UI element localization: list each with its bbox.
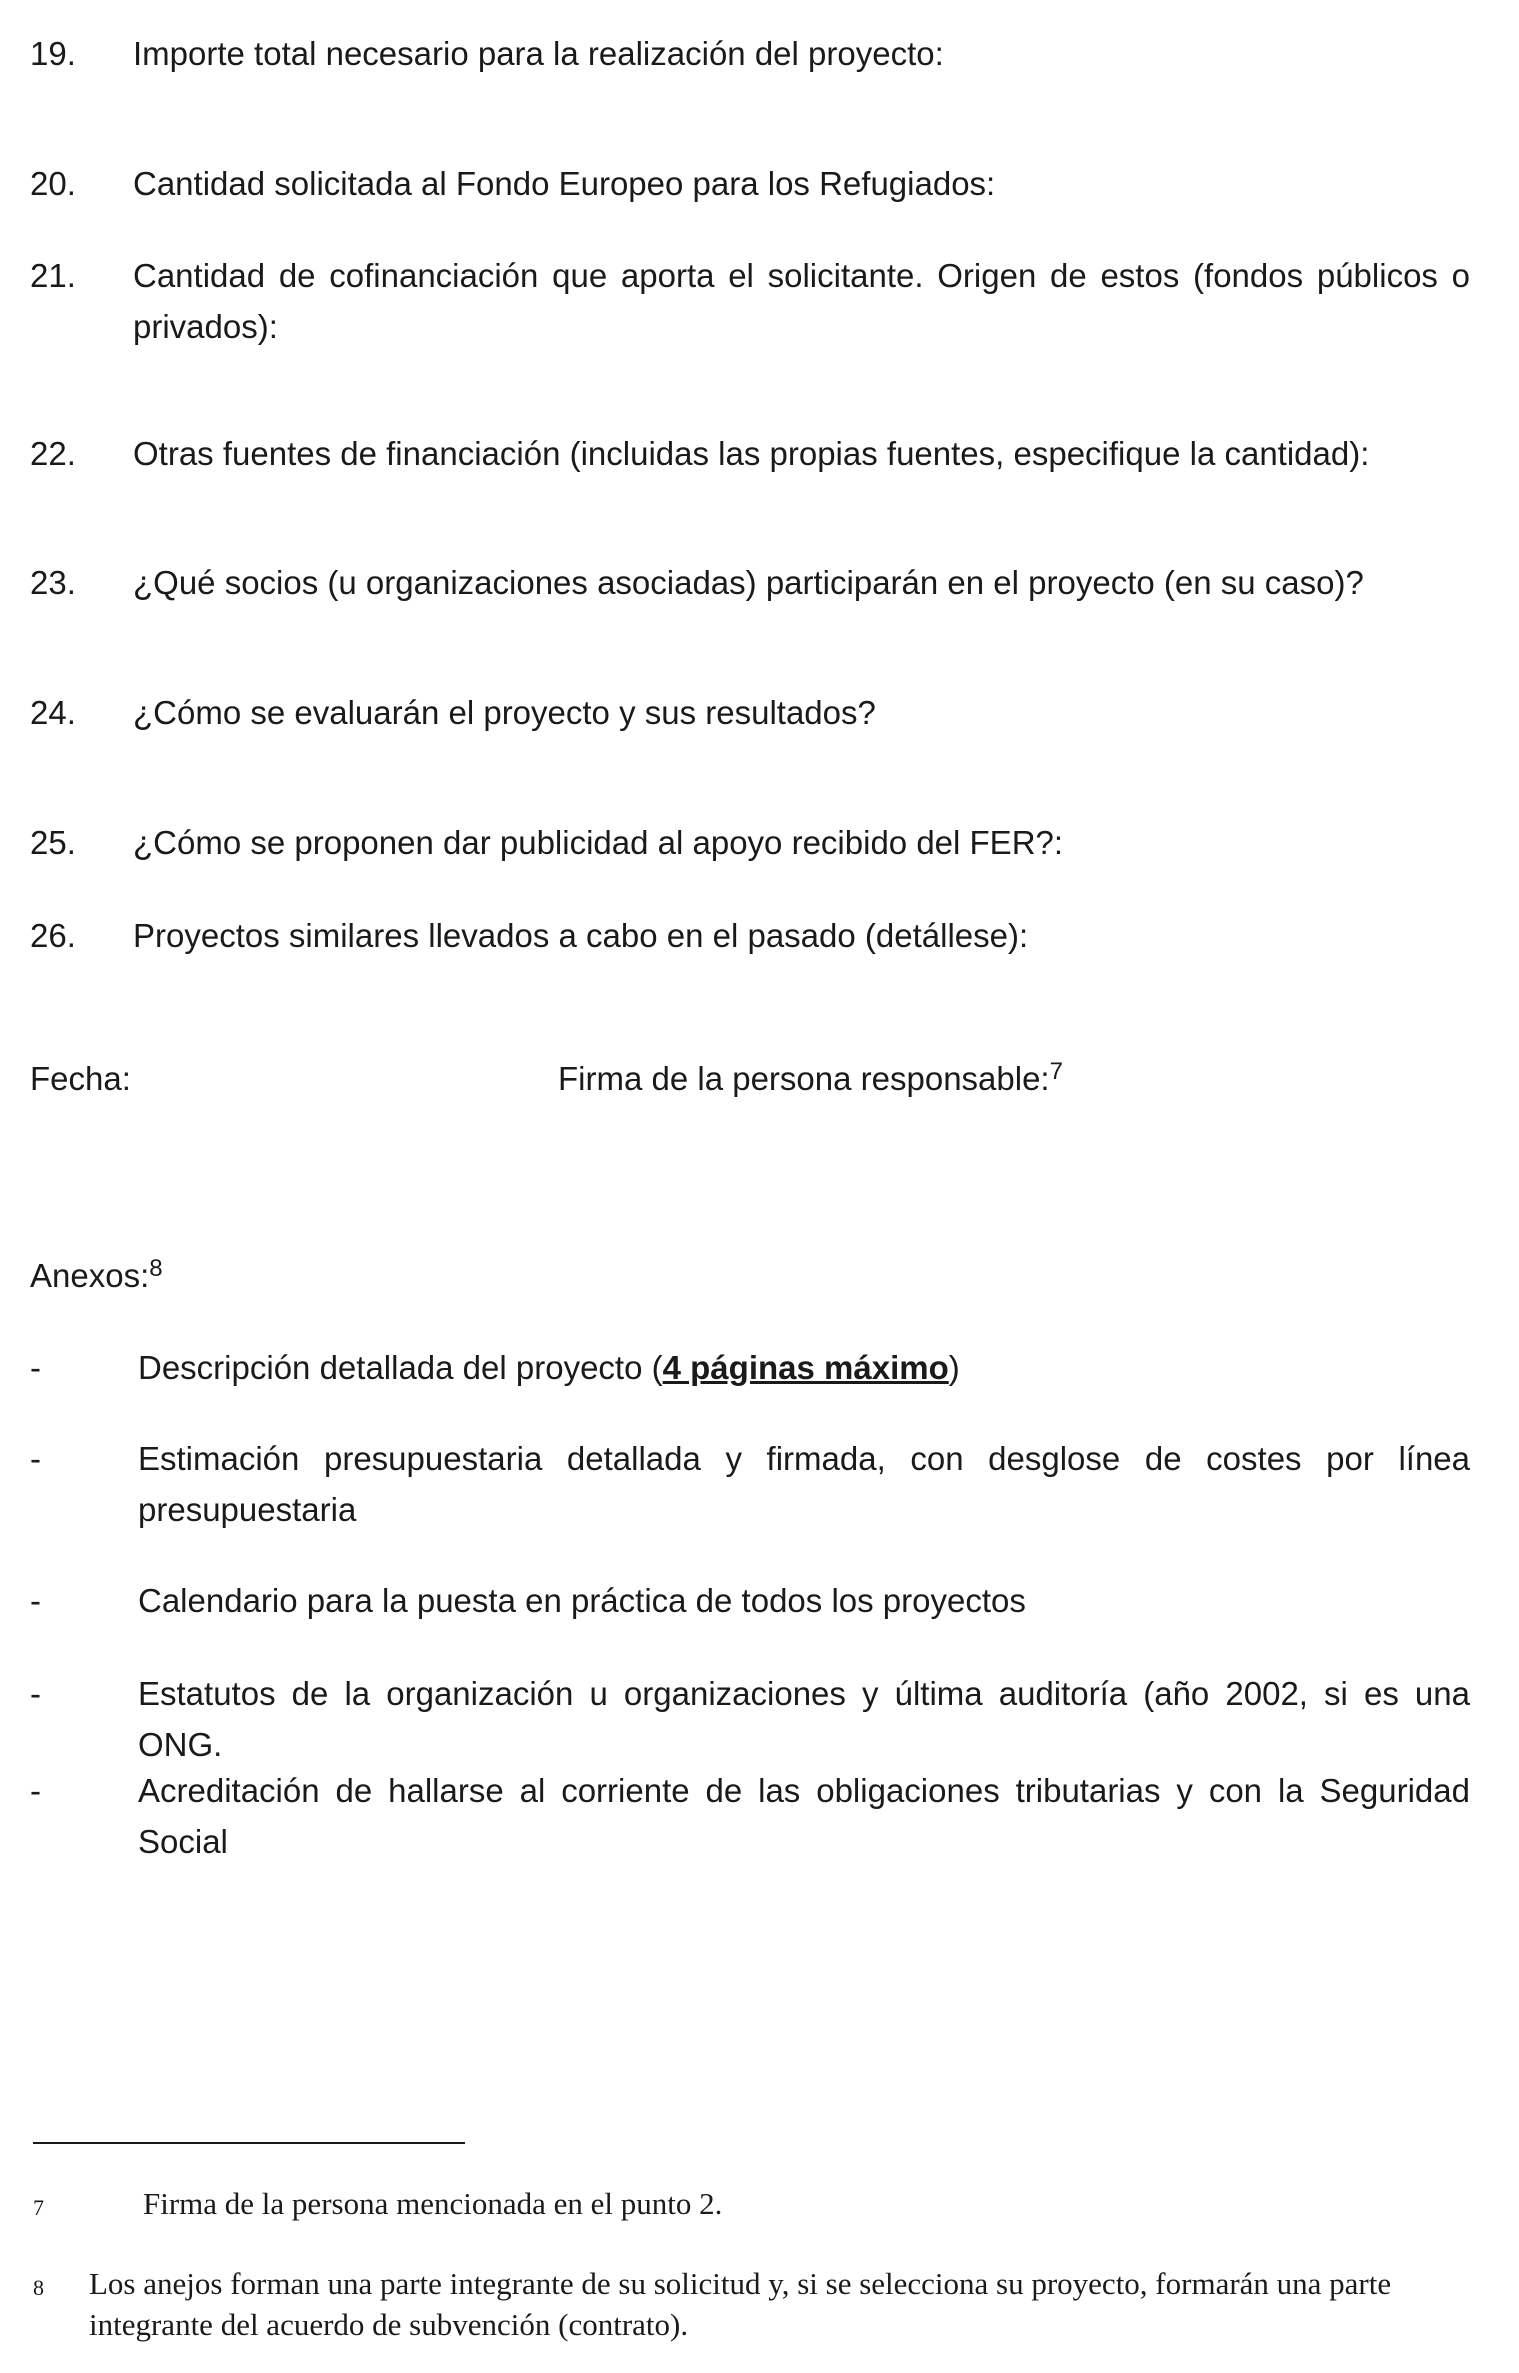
question-24 [30, 687, 1470, 738]
annex-item-text [138, 1342, 1470, 1393]
annexes-heading-text: Anexos: [30, 1257, 150, 1294]
footnote-number: 8 [33, 2275, 44, 2300]
footnote-ref-8: 8 [149, 1255, 163, 1282]
signature-label-group [558, 1053, 1063, 1104]
question-text: ¿Cómo se evaluarán el proyecto y sus resultados? [133, 694, 876, 731]
question-text: Proyectos similares llevados a cabo en el pasado (detállese): [133, 917, 1029, 954]
annex-item [30, 1575, 1470, 1626]
bullet-dash: - [30, 1772, 41, 1809]
question-number: 24. [30, 694, 76, 731]
question-25 [30, 817, 1470, 868]
footnote-number: 7 [33, 2195, 44, 2220]
annex-item-text: Acreditación de hallarse al corriente de las obligaciones tributarias y con la Seguridad Social [138, 1772, 1470, 1860]
question-number: 20. [30, 165, 76, 202]
question-number: 25. [30, 824, 76, 861]
footnote-7 [33, 2183, 1483, 2224]
question-23 [30, 557, 1470, 608]
annex-item [30, 1342, 1470, 1393]
question-text: Importe total necesario para la realización del proyecto: [133, 35, 944, 72]
annex-item-text-end: ) [948, 1349, 960, 1386]
question-26 [30, 910, 1470, 961]
footnote-text: Firma de la persona mencionada en el punto 2. [143, 2186, 723, 2221]
annex-item-text-start: Descripción detallada del proyecto ( [138, 1349, 663, 1386]
annex-item [30, 1668, 1470, 1770]
footnote-separator [33, 2142, 465, 2144]
annexes-heading [30, 1250, 163, 1301]
annex-item-text: Calendario para la puesta en práctica de todos los proyectos [138, 1582, 1026, 1619]
question-20 [30, 158, 1470, 209]
annex-item-text: Estimación presupuestaria detallada y firmada, con desglose de costes por línea presupuestaria [138, 1440, 1470, 1528]
question-text: Cantidad solicitada al Fondo Europeo para los Refugiados: [133, 165, 996, 202]
bullet-dash: - [30, 1440, 41, 1477]
question-text: Otras fuentes de financiación (incluidas las propias fuentes, especifique la cantidad): [133, 435, 1370, 472]
question-number: 22. [30, 435, 76, 472]
footnote-8 [33, 2263, 1483, 2345]
bullet-dash: - [30, 1349, 41, 1386]
bullet-dash: - [30, 1582, 41, 1619]
signature-label: Firma de la persona responsable: [558, 1060, 1050, 1097]
question-number: 23. [30, 564, 76, 601]
question-text: ¿Qué socios (u organizaciones asociadas) participarán en el proyecto (en su caso)? [133, 564, 1364, 601]
annex-item [30, 1433, 1470, 1535]
question-text: Cantidad de cofinanciación que aporta el solicitante. Origen de estos (fondos públicos o privados): [133, 257, 1470, 345]
annex-item-text: Estatutos de la organización u organizaciones y última auditoría (año 2002, si es una ONG. [138, 1675, 1470, 1763]
question-19 [30, 28, 1470, 79]
bullet-dash: - [30, 1675, 41, 1712]
question-number: 19. [30, 35, 76, 72]
question-22 [30, 428, 1470, 479]
page-limit-emphasis: 4 páginas máximo [662, 1349, 949, 1386]
date-label: Fecha: [30, 1060, 131, 1097]
question-21 [30, 250, 1470, 352]
question-number: 26. [30, 917, 76, 954]
annex-item [30, 1765, 1470, 1867]
footnote-text: Los anejos forman una parte integrante de su solicitud y, si se selecciona su proyecto, formarán una parte integrante del acuerdo de subvención (contrato). [89, 2266, 1392, 2342]
question-text: ¿Cómo se proponen dar publicidad al apoyo recibido del FER?: [133, 824, 1064, 861]
footnote-ref-7: 7 [1049, 1058, 1063, 1085]
question-number: 21. [30, 257, 76, 294]
